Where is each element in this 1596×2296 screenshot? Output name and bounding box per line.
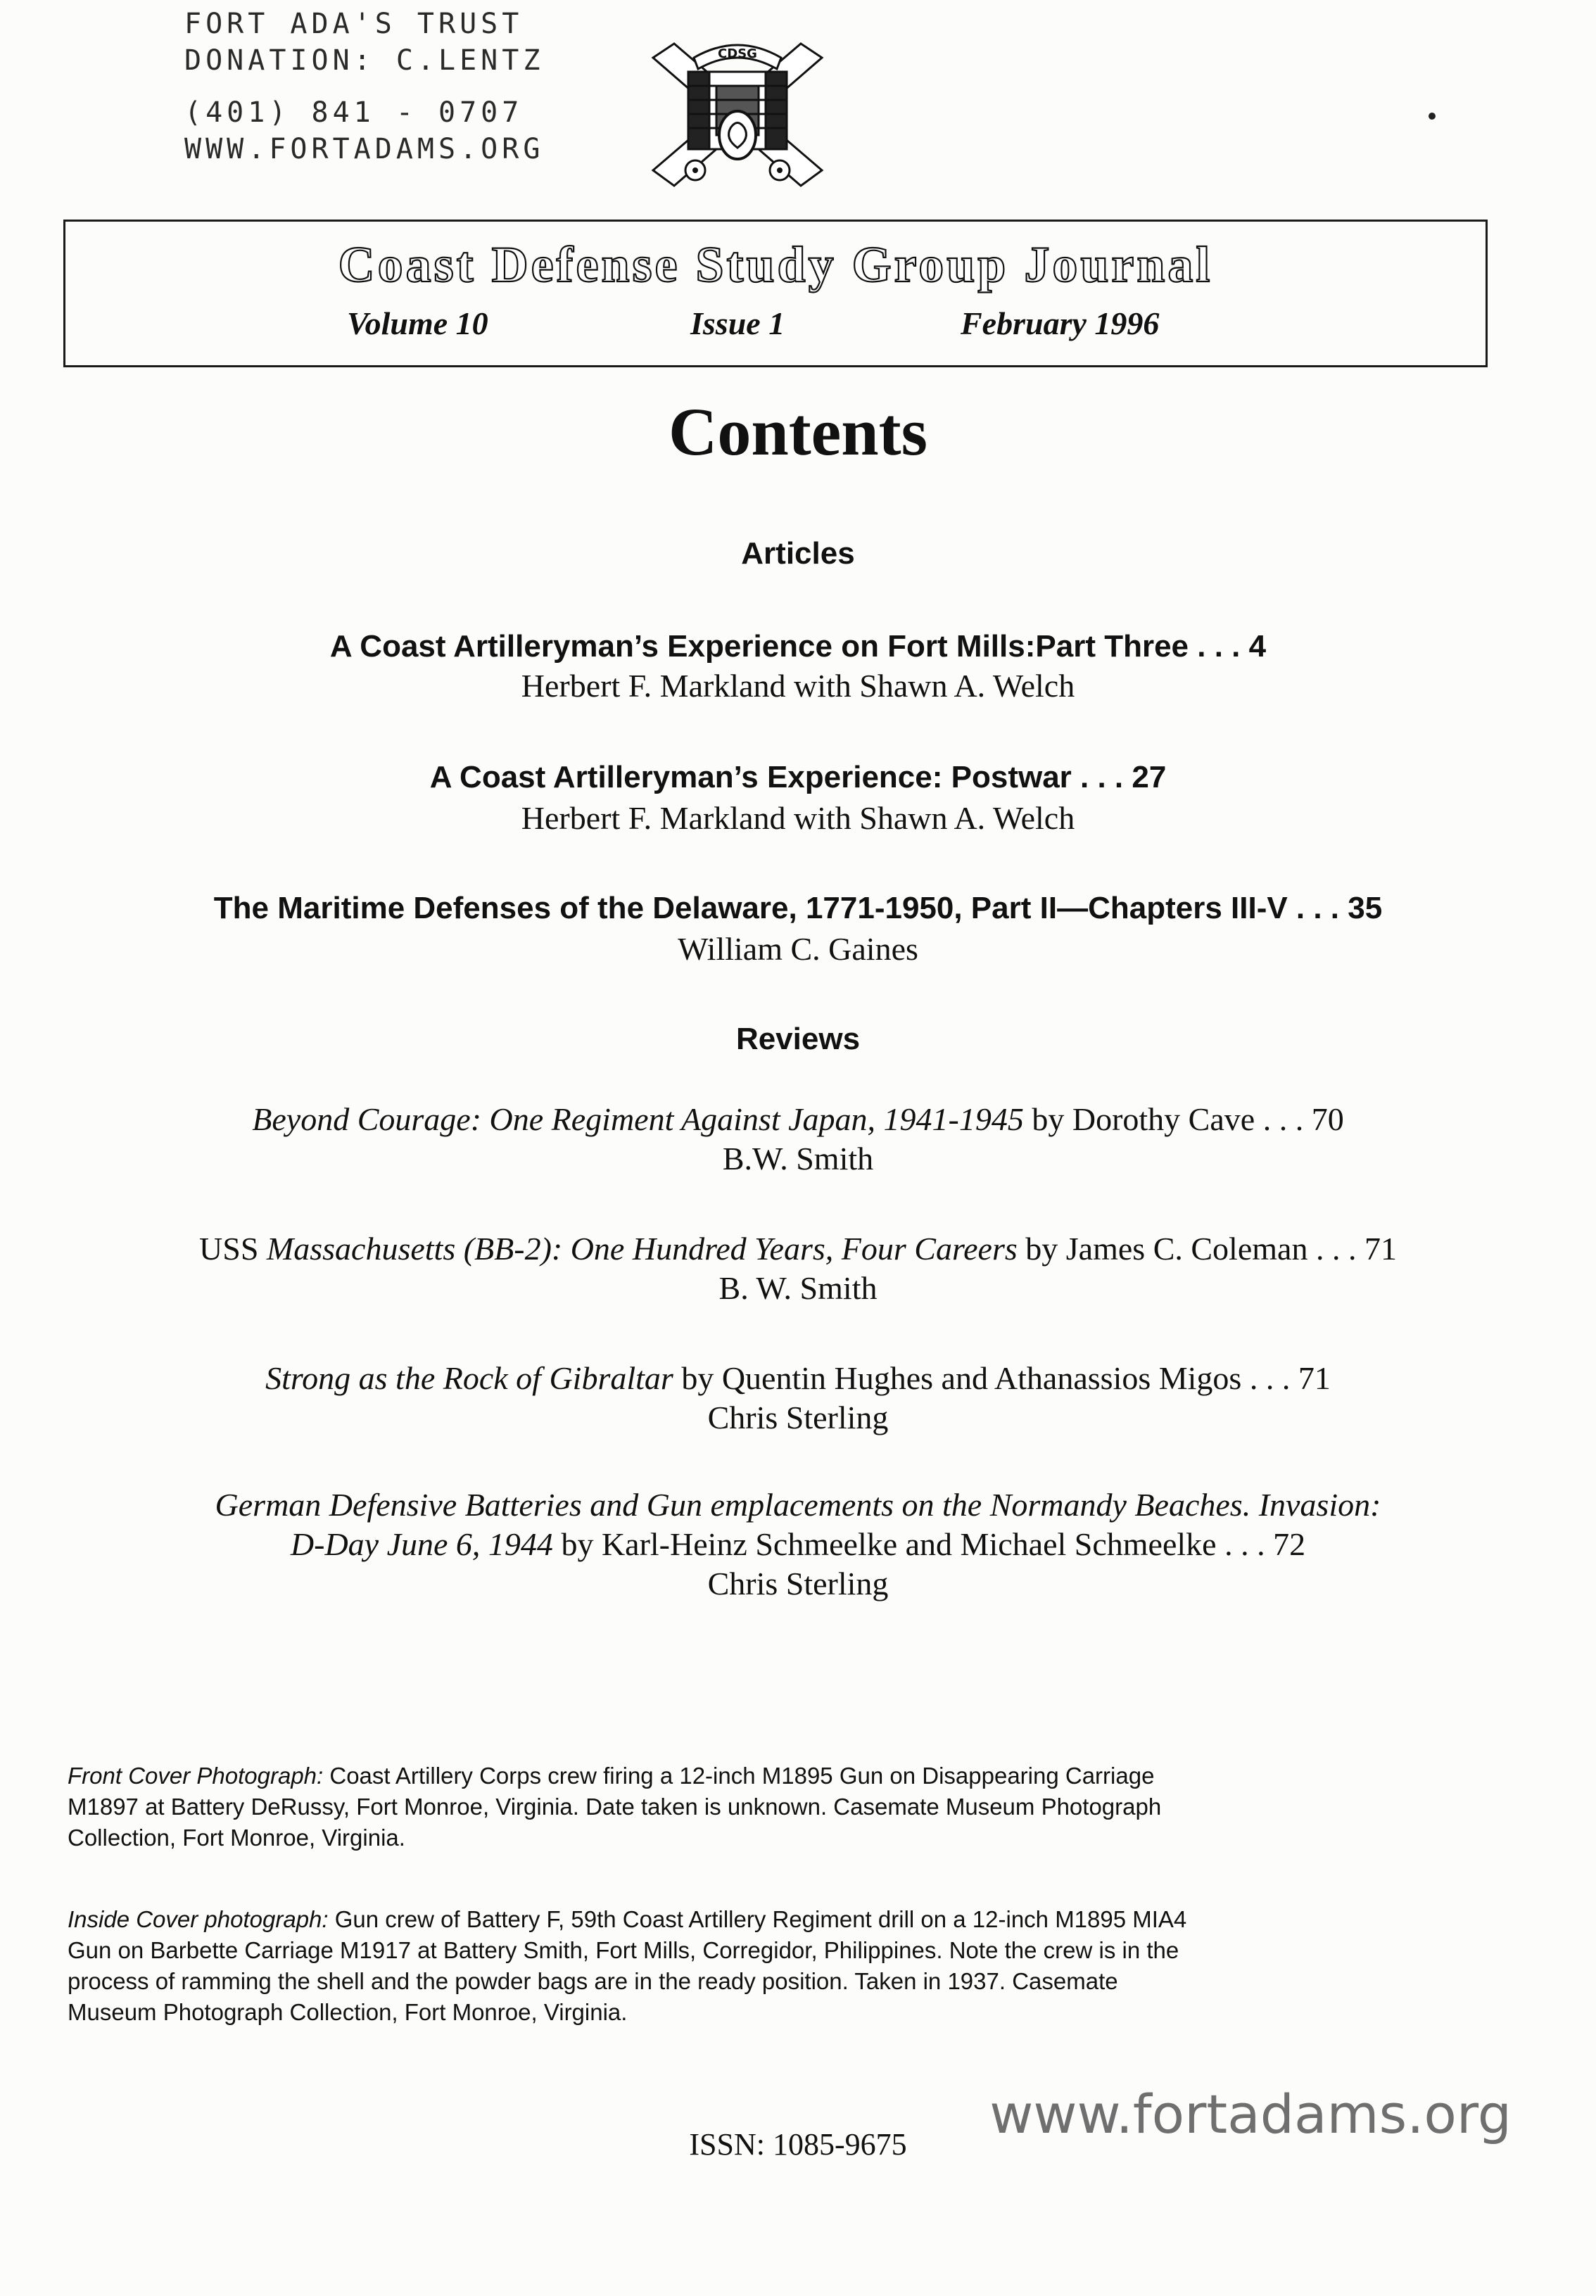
review-prefix: USS — [199, 1231, 267, 1267]
date-label: February 1996 — [961, 305, 1160, 341]
caption-lead: Inside Cover photograph: — [68, 1906, 329, 1932]
journal-header-box — [63, 220, 1488, 367]
stamp-line: (401) 841 - 0707 — [184, 96, 524, 129]
review-entry-continued — [42, 1526, 1554, 1563]
stamp-line: DONATION: C.LENTZ — [184, 44, 545, 77]
review-entry — [42, 1230, 1554, 1267]
reviewer: Chris Sterling — [707, 1400, 889, 1435]
review-book-title-continued: D-Day June 6, 1944 — [290, 1526, 553, 1562]
cdsg-crest-icon — [639, 30, 836, 198]
donation-stamp — [184, 6, 550, 167]
article-title: A Coast Artilleryman’s Experience: Postwar . . . 27 — [429, 760, 1167, 794]
review-book-title: German Defensive Batteries and Gun emplacements on the Normandy Beaches. Invasion: — [215, 1487, 1381, 1523]
inside-cover-caption — [68, 1904, 1475, 2028]
caption-lead: Front Cover Photograph: — [68, 1763, 324, 1789]
reviews-heading: Reviews — [735, 1022, 861, 1056]
review-entry — [42, 1101, 1554, 1138]
caption-text: process of ramming the shell and the powder bags are in the ready position. Taken in 1937. Casemate — [68, 1968, 1118, 1994]
review-entry — [42, 1359, 1554, 1397]
article-author: William C. Gaines — [678, 931, 918, 967]
reviewer: Chris Sterling — [707, 1566, 889, 1602]
crest-banner-text: CDSG — [718, 46, 757, 61]
front-cover-caption — [68, 1761, 1475, 1853]
caption-text: Collection, Fort Monroe, Virginia. — [68, 1825, 405, 1851]
review-author-page: by Dorothy Cave . . . 70 — [1023, 1101, 1344, 1137]
review-author-page: by Karl-Heinz Schmeelke and Michael Schmeelke . . . 72 — [552, 1526, 1306, 1562]
reviewer: B. W. Smith — [718, 1270, 878, 1306]
issn-number: ISSN: 1085-9675 — [689, 2127, 907, 2162]
review-author-page: by Quentin Hughes and Athanassios Migos . . . 71 — [673, 1360, 1331, 1396]
caption-text: Gun on Barbette Carriage M1917 at Battery Smith, Fort Mills, Corregidor, Philippines. Note the crew is in the — [68, 1937, 1179, 1963]
stamp-line: FORT ADA'S TRUST — [184, 8, 524, 40]
contents-title: Contents — [668, 394, 927, 469]
caption-text: Coast Artillery Corps crew firing a 12-inch M1895 Gun on Disappearing Carriage — [323, 1763, 1155, 1789]
article-author: Herbert F. Markland with Shawn A. Welch — [521, 668, 1075, 704]
review-entry — [42, 1486, 1554, 1523]
review-book-title: Strong as the Rock of Gibraltar — [265, 1360, 673, 1396]
caption-text: M1897 at Battery DeRussy, Fort Monroe, Virginia. Date taken is unknown. Casemate Museum Photograph — [68, 1794, 1162, 1820]
journal-title: Coast Defense Study Group Journal — [338, 236, 1213, 293]
review-book-title: Massachusetts (BB-2): One Hundred Years, Four Careers — [266, 1231, 1018, 1267]
review-author-page: by James C. Coleman . . . 71 — [1017, 1231, 1397, 1267]
watermark-url: www.fortadams.org — [989, 2083, 1512, 2145]
stamp-line: WWW.FORTADAMS.ORG — [184, 133, 545, 165]
caption-text: Gun crew of Battery F, 59th Coast Artillery Regiment drill on a 12-inch M1895 MIA4 — [328, 1906, 1187, 1932]
article-title: A Coast Artilleryman’s Experience on Fort Mills:Part Three . . . 4 — [329, 629, 1267, 664]
articles-heading: Articles — [741, 536, 855, 571]
ink-speck — [1429, 113, 1436, 120]
issue-label: Issue 1 — [690, 305, 785, 341]
article-title: The Maritime Defenses of the Delaware, 1771-1950, Part II—Chapters III-V . . . 35 — [213, 891, 1383, 925]
article-author: Herbert F. Markland with Shawn A. Welch — [521, 800, 1075, 836]
volume-label: Volume 10 — [347, 305, 488, 341]
caption-text: Museum Photograph Collection, Fort Monroe, Virginia. — [68, 1999, 628, 2025]
reviewer: B.W. Smith — [722, 1141, 874, 1176]
review-book-title: Beyond Courage: One Regiment Against Japan, 1941-1945 — [252, 1101, 1024, 1137]
